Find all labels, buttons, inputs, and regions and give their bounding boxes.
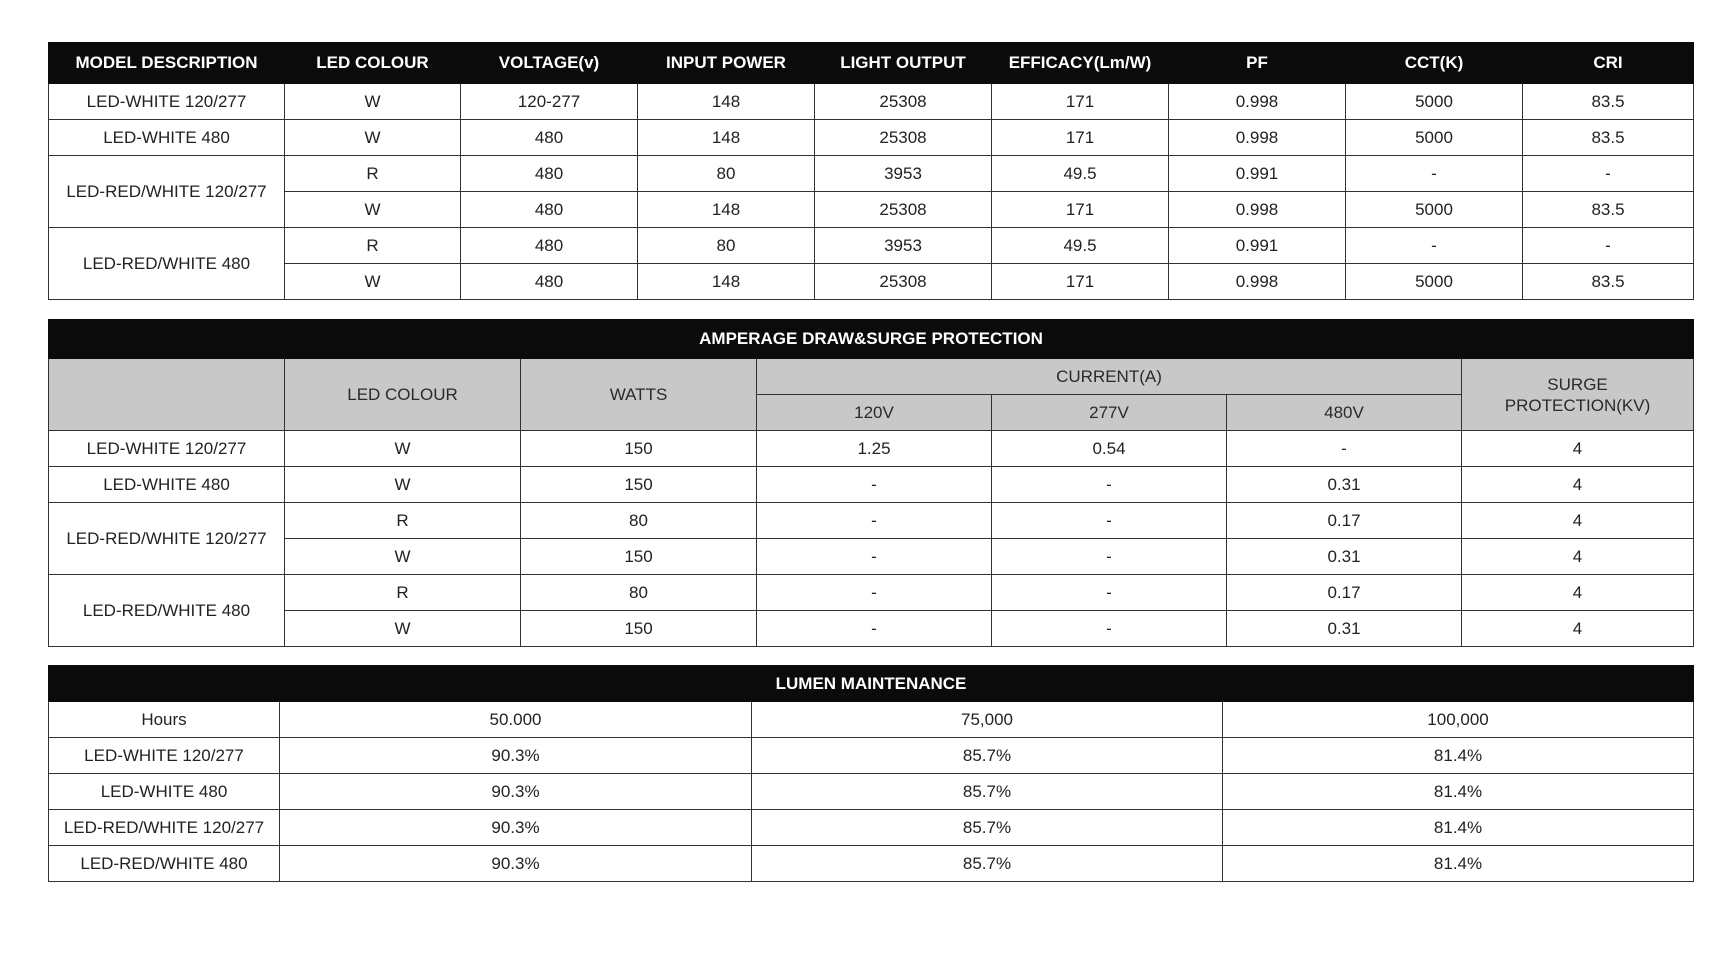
efficacy-cell: 171 <box>992 120 1169 156</box>
current-277v-cell: - <box>992 611 1227 647</box>
surge-cell: 4 <box>1462 539 1694 575</box>
header-surge-line2: PROTECTION(KV) <box>1504 395 1651 415</box>
cri-cell: 83.5 <box>1523 264 1694 300</box>
cct-cell: - <box>1346 156 1523 192</box>
header-efficacy: EFFICACY(Lm/W) <box>992 43 1169 84</box>
pf-cell: 0.998 <box>1169 264 1346 300</box>
table-row <box>49 611 1694 647</box>
colour-cell: W <box>285 431 521 467</box>
hours-100000: 100,000 <box>1223 702 1694 738</box>
cct-cell: 5000 <box>1346 264 1523 300</box>
power-cell: 148 <box>638 192 815 228</box>
header-light-output: LIGHT OUTPUT <box>815 43 992 84</box>
header-pf: PF <box>1169 43 1346 84</box>
voltage-cell: 480 <box>461 156 638 192</box>
voltage-cell: 480 <box>461 192 638 228</box>
surge-cell: 4 <box>1462 611 1694 647</box>
table-row <box>49 846 1694 882</box>
header-cri: CRI <box>1523 43 1694 84</box>
amperage-header-row <box>49 359 1694 395</box>
cct-cell: 5000 <box>1346 120 1523 156</box>
cri-cell: 83.5 <box>1523 84 1694 120</box>
cct-cell: 5000 <box>1346 192 1523 228</box>
watts-cell: 80 <box>521 575 757 611</box>
table-row <box>49 738 1694 774</box>
hours-75000: 75,000 <box>752 702 1223 738</box>
current-120v-cell: - <box>757 539 992 575</box>
efficacy-cell: 49.5 <box>992 156 1169 192</box>
header-watts: WATTS <box>521 359 757 431</box>
voltage-cell: 480 <box>461 264 638 300</box>
efficacy-cell: 49.5 <box>992 228 1169 264</box>
cri-cell: - <box>1523 228 1694 264</box>
cri-cell: - <box>1523 156 1694 192</box>
voltage-cell: 480 <box>461 228 638 264</box>
power-cell: 148 <box>638 120 815 156</box>
header-led-colour: LED COLOUR <box>285 359 521 431</box>
amperage-title: AMPERAGE DRAW&SURGE PROTECTION <box>49 320 1694 359</box>
amperage-table <box>48 319 1694 647</box>
model-cell: LED-RED/WHITE 120/277 <box>49 810 280 846</box>
power-cell: 80 <box>638 228 815 264</box>
lumen-100000-cell: 81.4% <box>1223 774 1694 810</box>
current-120v-cell: - <box>757 467 992 503</box>
colour-cell: W <box>285 192 461 228</box>
lumen-100000-cell: 81.4% <box>1223 738 1694 774</box>
lumen-75000-cell: 85.7% <box>752 810 1223 846</box>
table-row <box>49 467 1694 503</box>
model-cell: LED-RED/WHITE 480 <box>49 575 285 647</box>
header-277v: 277V <box>992 395 1227 431</box>
model-cell: LED-WHITE 120/277 <box>49 431 285 467</box>
header-input-power: INPUT POWER <box>638 43 815 84</box>
voltage-cell: 120-277 <box>461 84 638 120</box>
header-surge-line1: SURGE <box>1547 374 1608 394</box>
cri-cell: 83.5 <box>1523 192 1694 228</box>
colour-cell: R <box>285 575 521 611</box>
output-cell: 3953 <box>815 228 992 264</box>
table-row <box>49 774 1694 810</box>
lumen-75000-cell: 85.7% <box>752 738 1223 774</box>
colour-cell: W <box>285 120 461 156</box>
surge-cell: 4 <box>1462 431 1694 467</box>
watts-cell: 150 <box>521 431 757 467</box>
table-row <box>49 264 1694 300</box>
lumen-table <box>48 665 1694 882</box>
watts-cell: 80 <box>521 503 757 539</box>
power-cell: 148 <box>638 264 815 300</box>
current-120v-cell: - <box>757 611 992 647</box>
model-cell: LED-RED/WHITE 120/277 <box>49 503 285 575</box>
header-120v: 120V <box>757 395 992 431</box>
spacer <box>48 647 1693 665</box>
surge-cell: 4 <box>1462 467 1694 503</box>
lumen-75000-cell: 85.7% <box>752 774 1223 810</box>
pf-cell: 0.991 <box>1169 156 1346 192</box>
pf-cell: 0.991 <box>1169 228 1346 264</box>
table-row <box>49 156 1694 192</box>
lumen-50000-cell: 90.3% <box>280 774 752 810</box>
colour-cell: R <box>285 228 461 264</box>
header-current: CURRENT(A) <box>757 359 1462 395</box>
current-480v-cell: 0.17 <box>1227 503 1462 539</box>
current-480v-cell: 0.17 <box>1227 575 1462 611</box>
current-480v-cell: 0.31 <box>1227 539 1462 575</box>
table-row <box>49 120 1694 156</box>
current-277v-cell: - <box>992 503 1227 539</box>
cct-cell: 5000 <box>1346 84 1523 120</box>
output-cell: 25308 <box>815 192 992 228</box>
lumen-100000-cell: 81.4% <box>1223 810 1694 846</box>
current-120v-cell: - <box>757 503 992 539</box>
model-cell: LED-WHITE 120/277 <box>49 738 280 774</box>
header-led-colour: LED COLOUR <box>285 43 461 84</box>
spec-sheet <box>48 42 1693 882</box>
power-cell: 80 <box>638 156 815 192</box>
lumen-header-row <box>49 702 1694 738</box>
header-cct: CCT(K) <box>1346 43 1523 84</box>
output-cell: 25308 <box>815 84 992 120</box>
current-277v-cell: - <box>992 539 1227 575</box>
lumen-50000-cell: 90.3% <box>280 846 752 882</box>
voltage-cell: 480 <box>461 120 638 156</box>
lumen-75000-cell: 85.7% <box>752 846 1223 882</box>
colour-cell: R <box>285 503 521 539</box>
table-row <box>49 84 1694 120</box>
specs-header-row <box>49 43 1694 84</box>
amperage-title-row <box>49 320 1694 359</box>
table-row <box>49 539 1694 575</box>
pf-cell: 0.998 <box>1169 120 1346 156</box>
cct-cell: - <box>1346 228 1523 264</box>
lumen-50000-cell: 90.3% <box>280 810 752 846</box>
colour-cell: W <box>285 84 461 120</box>
cri-cell: 83.5 <box>1523 120 1694 156</box>
hours-50000: 50.000 <box>280 702 752 738</box>
model-cell: LED-RED/WHITE 120/277 <box>49 156 285 228</box>
lumen-title-row <box>49 666 1694 702</box>
efficacy-cell: 171 <box>992 84 1169 120</box>
current-277v-cell: 0.54 <box>992 431 1227 467</box>
header-surge-protection <box>1462 359 1694 431</box>
current-480v-cell: 0.31 <box>1227 611 1462 647</box>
colour-cell: W <box>285 539 521 575</box>
header-blank <box>49 359 285 431</box>
header-model-description: MODEL DESCRIPTION <box>49 43 285 84</box>
current-480v-cell: 0.31 <box>1227 467 1462 503</box>
colour-cell: W <box>285 264 461 300</box>
lumen-title: LUMEN MAINTENANCE <box>49 666 1694 702</box>
table-row <box>49 503 1694 539</box>
colour-cell: R <box>285 156 461 192</box>
watts-cell: 150 <box>521 611 757 647</box>
watts-cell: 150 <box>521 467 757 503</box>
model-cell: LED-WHITE 120/277 <box>49 84 285 120</box>
current-120v-cell: - <box>757 575 992 611</box>
power-cell: 148 <box>638 84 815 120</box>
header-voltage: VOLTAGE(v) <box>461 43 638 84</box>
surge-cell: 4 <box>1462 503 1694 539</box>
table-row <box>49 810 1694 846</box>
table-row <box>49 192 1694 228</box>
specs-table <box>48 42 1694 300</box>
output-cell: 25308 <box>815 120 992 156</box>
current-120v-cell: 1.25 <box>757 431 992 467</box>
output-cell: 25308 <box>815 264 992 300</box>
watts-cell: 150 <box>521 539 757 575</box>
hours-label: Hours <box>49 702 280 738</box>
output-cell: 3953 <box>815 156 992 192</box>
model-cell: LED-RED/WHITE 480 <box>49 846 280 882</box>
colour-cell: W <box>285 467 521 503</box>
model-cell: LED-RED/WHITE 480 <box>49 228 285 300</box>
pf-cell: 0.998 <box>1169 192 1346 228</box>
colour-cell: W <box>285 611 521 647</box>
table-row <box>49 228 1694 264</box>
current-277v-cell: - <box>992 575 1227 611</box>
table-row <box>49 431 1694 467</box>
current-480v-cell: - <box>1227 431 1462 467</box>
spacer <box>48 300 1693 319</box>
pf-cell: 0.998 <box>1169 84 1346 120</box>
lumen-100000-cell: 81.4% <box>1223 846 1694 882</box>
header-480v: 480V <box>1227 395 1462 431</box>
lumen-50000-cell: 90.3% <box>280 738 752 774</box>
efficacy-cell: 171 <box>992 264 1169 300</box>
table-row <box>49 575 1694 611</box>
current-277v-cell: - <box>992 467 1227 503</box>
model-cell: LED-WHITE 480 <box>49 774 280 810</box>
model-cell: LED-WHITE 480 <box>49 467 285 503</box>
surge-cell: 4 <box>1462 575 1694 611</box>
efficacy-cell: 171 <box>992 192 1169 228</box>
model-cell: LED-WHITE 480 <box>49 120 285 156</box>
